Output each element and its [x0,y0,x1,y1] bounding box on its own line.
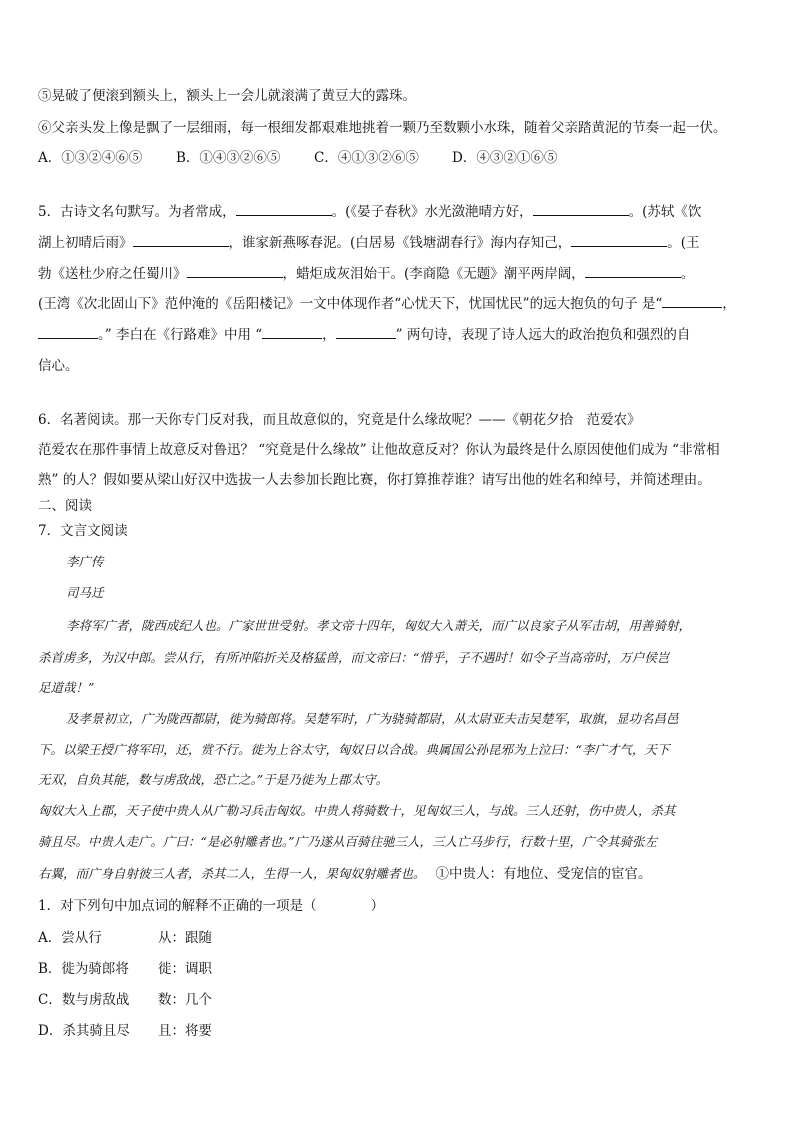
section-heading: 二、阅读 [38,498,92,514]
q5-text: 。 [680,266,695,282]
answer-blank[interactable] [262,326,322,339]
answer-blank[interactable] [571,234,667,247]
q5-text: (王湾《次北固山下》范仲淹的《岳阳楼记》一文中体现作者“心忧天下，忧国忧民”的远大抱负的句子 是“ [38,296,663,312]
q5-text: ， [322,327,336,343]
q4-option-c: C．④①③②⑥⑤ [314,150,419,166]
option-explanation: 且：将要 [158,1023,212,1039]
passage-line: 无双，自负其能，数与虏敌战，恐亡之。”于是乃徙为上郡太守。 [38,772,389,787]
answer-blank[interactable] [236,203,332,216]
q5-text: ，谁家新燕啄春泥。(白居易《钱塘湖春行》海内存知己， [228,235,572,251]
option-label: D．杀其骑且尽 [38,1023,130,1039]
q6-line-3: 熟” 的人？假如要从梁山好汉中选拔一人去参加长跑比赛，你打算推荐谁？请写出他的姓名和绰号，并简述理由。 [38,472,711,488]
q5-line-1 [38,200,762,220]
q7-1-option-a [38,926,762,946]
passage-line: 下。以梁王授广将军印，还，赏不行。徙为上谷太守，匈奴日以合战。典属国公孙昆邪为上泣曰：“李广才气，天下 [38,742,670,757]
passage-line [38,862,762,882]
q6-line-1: 6．名著阅读。那一天你专门反对我，而且故意似的，究竟是什么缘故呢？——《朝花夕拾 范爱农》 [38,412,641,428]
passage-line: 足道哉！” [38,680,95,695]
q7-title: 7．文言文阅读 [38,523,128,539]
answer-blank[interactable] [187,265,283,278]
q5-line-6: 信心。 [38,358,79,374]
q4-options [38,146,762,166]
answer-blank[interactable] [662,295,722,308]
q5-text: ，蜡炬成灰泪始干。(李商隐《无题》潮平两岸阔， [282,266,585,282]
q5-text: ， [722,296,736,312]
q5-text: 5．古诗文名句默写。为者常成， [38,204,236,220]
answer-blank[interactable] [533,203,629,216]
passage-line: 杀首虏多，为汉中郎。尝从行，有所冲陷折关及格猛兽，而文帝曰：“惜乎，子不遇时！如令子当高帝时，万户侯岂 [38,650,670,665]
option-explanation: 从：跟随 [158,930,212,946]
q5-line-3 [38,262,762,282]
q4-option-b: B．①④③②⑥⑤ [176,150,281,166]
q7-1-option-b [38,957,762,977]
q6-line-2: 范爱农在那件事情上故意反对鲁迅？ “究竟是什么缘故” 让他故意反对？你认为最终是什么原因使他们成为 “非常相 [38,442,720,458]
option-explanation: 数：几个 [158,992,212,1008]
answer-blank[interactable] [336,326,396,339]
q4-option-a: A．①③②④⑥⑤ [38,150,143,166]
passage-line: 匈奴大入上郡，天子使中贵人从广勒习兵击匈奴。中贵人将骑数十，见匈奴三人，与战。三人还射，伤中贵人，杀其 [38,803,676,818]
passage-line: 李将军广者，陇西成纪人也。广家世世受射。孝文帝十四年，匈奴大入萧关，而广以良家子从军击胡，用善骑射， [66,618,692,633]
q5-text: 。(《晏子春秋》水光潋滟晴方好， [331,204,533,220]
answer-blank[interactable] [133,234,229,247]
passage-title: 李广传 [66,554,104,569]
passage-author: 司马迁 [66,585,104,600]
q7-1-option-c [38,988,762,1008]
option-label: A．尝从行 [38,930,102,946]
option-explanation: 徙：调职 [158,961,212,977]
q7-1-stem: 1．对下列句中加点词的解释不正确的一项是（ ） [38,898,385,914]
passage-footnote: ①中贵人：有地位、受宠信的宦官。 [435,866,652,882]
q5-line-2 [38,231,762,251]
q5-line-4 [38,292,762,312]
q5-text: 。(王 [667,235,700,251]
q5-line-5 [38,323,762,343]
q7-1-option-d [38,1019,762,1039]
q4-option-d: D．④③②①⑥⑤ [452,150,558,166]
passage-line: 及孝景初立，广为陇西都尉，徙为骑郎将。吴楚军时，广为骁骑都尉，从太尉亚夫击吴楚军，取旗，显功名昌邑 [66,711,679,726]
q5-text: 。” 李白在《行路难》中用 “ [98,327,263,343]
q4-sentence-6: ⑥父亲头发上像是飘了一层细雨，每一根细发都艰难地挑着一颗乃至数颗小水珠，随着父亲踏黄泥的节奏一起一伏。 [38,120,727,136]
passage-text: 右翼，而广身自射彼三人者，杀其二人，生得一人，果匈奴射雕者也。 [38,866,426,881]
q4-sentence-5: ⑤晃破了便滚到额头上，额头上一会儿就滚满了黄豆大的露珠。 [38,88,416,104]
answer-blank[interactable] [38,326,98,339]
passage-line: 骑且尽。中贵人走广。广曰：“是必射雕者也。”广乃遂从百骑往驰三人，三人亡马步行，行数十里，广令其骑张左 [38,834,658,849]
q5-text: 湖上初晴后雨》 [38,235,133,251]
q5-text: ” 两句诗，表现了诗人远大的政治抱负和强烈的自 [395,327,691,343]
q5-text: 。(苏轼《饮 [628,204,702,220]
option-label: B．徙为骑郎将 [38,961,129,977]
q5-text: 勃《送杜少府之任蜀川》 [38,266,187,282]
option-label: C．数与虏敌战 [38,992,130,1008]
answer-blank[interactable] [585,265,681,278]
